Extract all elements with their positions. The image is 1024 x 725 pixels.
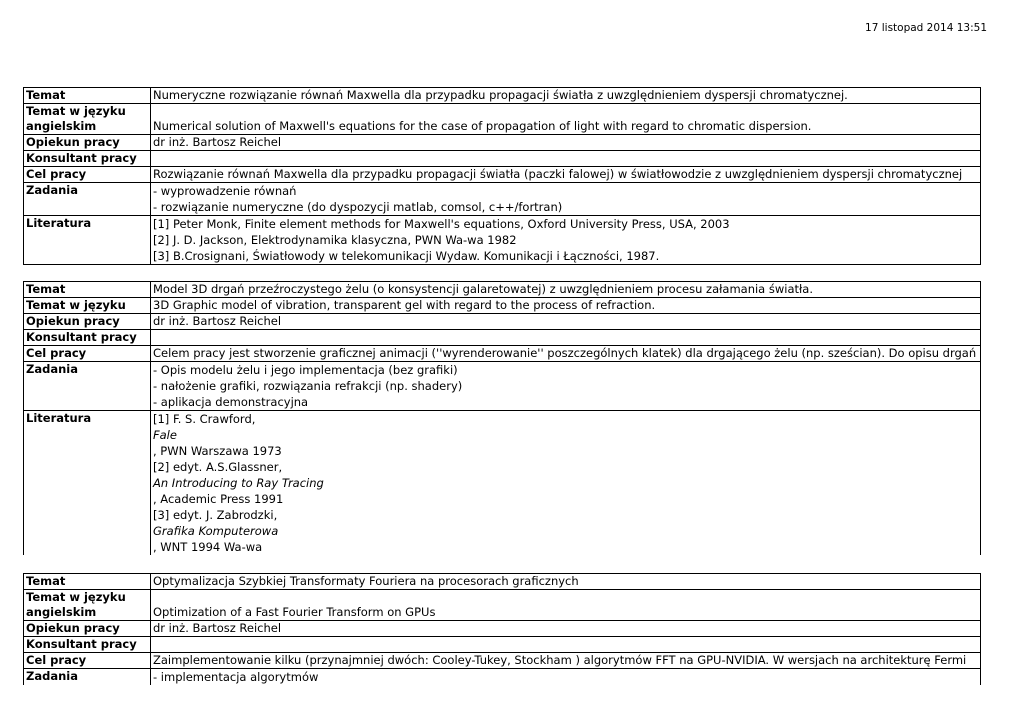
literature-line: [1] Peter Monk, Finite element methods for Maxwell's equations, Oxford University Press, USA, 2003 xyxy=(153,217,730,231)
row-label-consultant: Konsultant pracy xyxy=(24,330,151,346)
row-label-topic: Temat xyxy=(24,574,151,590)
row-label-tasks: Zadania xyxy=(24,183,151,216)
supervisor-value: dr inż. Bartosz Reichel xyxy=(151,621,981,637)
row-label-supervisor: Opiekun pracy xyxy=(24,314,151,330)
record-row xyxy=(24,183,981,216)
record-row xyxy=(24,653,981,669)
consultant-value xyxy=(151,637,981,653)
record-row xyxy=(24,621,981,637)
consultant-value xyxy=(151,151,981,167)
row-label-supervisor: Opiekun pracy xyxy=(24,621,151,637)
record-row xyxy=(24,669,981,686)
topic-value: Optymalizacja Szybkiej Transformaty Fouriera na procesorach graficznych xyxy=(151,574,981,590)
row-label-tasks: Zadania xyxy=(24,362,151,411)
row-label-literature: Literatura xyxy=(24,411,151,556)
task-line: - Opis modelu żelu i jego implementacja (bez grafiki) xyxy=(153,363,458,377)
task-line: - wyprowadzenie równań xyxy=(153,184,297,198)
task-line: - nałożenie grafiki, rozwiązania refrakcji (np. shadery) xyxy=(153,379,463,393)
row-label-literature: Literatura xyxy=(24,216,151,265)
goal-value: Zaimplementowanie kilku (przynajmniej dwóch: Cooley-Tukey, Stockham ) algorytmów FFT na GPU-NVIDIA. W wersjach na architekturę Fermi xyxy=(151,653,981,669)
row-label-supervisor: Opiekun pracy xyxy=(24,135,151,151)
literature-title-line: Grafika Komputerowa xyxy=(153,524,279,538)
literature-line: [3] edyt. J. Zabrodzki, xyxy=(153,508,278,522)
print-timestamp: 17 listopad 2014 13:51 xyxy=(865,22,987,34)
literature-line: , Academic Press 1991 xyxy=(153,492,284,506)
row-label-topic-english: Temat w języku xyxy=(24,298,151,314)
topic-english-value: Numerical solution of Maxwell's equations for the case of propagation of light with regard to chromatic dispersion. xyxy=(151,104,981,135)
record-row xyxy=(24,314,981,330)
literature-line: , WNT 1994 Wa-wa xyxy=(153,540,263,554)
row-label-tasks: Zadania xyxy=(24,669,151,686)
task-line: - rozwiązanie numeryczne (do dyspozycji matlab, comsol, c++/fortran) xyxy=(153,200,563,214)
literature-line: [1] F. S. Crawford, xyxy=(153,412,256,426)
record-row xyxy=(24,104,981,135)
literature-line: [3] B.Crosignani, Światłowody w telekomunikacji Wydaw. Komunikacji i Łączności, 1987. xyxy=(153,249,660,263)
topic-value: Model 3D drgań przeźroczystego żelu (o konsystencji galaretowatej) z uwzględnieniem procesu załamania światła. xyxy=(151,282,981,298)
row-label-topic-english: Temat w języku angielskim xyxy=(24,104,151,135)
record-row xyxy=(24,590,981,621)
record-row xyxy=(24,346,981,362)
record-row xyxy=(24,282,981,298)
row-label-goal: Cel pracy xyxy=(24,346,151,362)
task-line: - implementacja algorytmów xyxy=(153,670,319,684)
tasks-value xyxy=(151,669,981,686)
row-label-topic-english: Temat w języku angielskim xyxy=(24,590,151,621)
thesis-record xyxy=(23,281,981,555)
thesis-record xyxy=(23,87,981,265)
record-row xyxy=(24,216,981,265)
record-row xyxy=(24,151,981,167)
record-row xyxy=(24,298,981,314)
topic-value: Numeryczne rozwiązanie równań Maxwella dla przypadku propagacji światła z uwzględnieniem dyspersji chromatycznej. xyxy=(151,88,981,104)
record-row xyxy=(24,574,981,590)
row-label-consultant: Konsultant pracy xyxy=(24,637,151,653)
record-row xyxy=(24,88,981,104)
supervisor-value: dr inż. Bartosz Reichel xyxy=(151,135,981,151)
row-label-topic: Temat xyxy=(24,282,151,298)
tasks-value xyxy=(151,362,981,411)
task-line: - aplikacja demonstracyjna xyxy=(153,395,309,409)
tasks-value xyxy=(151,183,981,216)
row-label-topic: Temat xyxy=(24,88,151,104)
literature-line: [2] J. D. Jackson, Elektrodynamika klasyczna, PWN Wa-wa 1982 xyxy=(153,233,517,247)
goal-value: Rozwiązanie równań Maxwella dla przypadku propagacji światła (paczki falowej) w światłowodzie z uwzględnieniem dyspersji chromatycznej xyxy=(151,167,981,183)
row-label-goal: Cel pracy xyxy=(24,653,151,669)
supervisor-value: dr inż. Bartosz Reichel xyxy=(151,314,981,330)
record-row xyxy=(24,135,981,151)
record-row xyxy=(24,411,981,556)
record-row xyxy=(24,362,981,411)
literature-value xyxy=(151,216,981,265)
row-label-goal: Cel pracy xyxy=(24,167,151,183)
consultant-value xyxy=(151,330,981,346)
literature-value xyxy=(151,411,981,556)
literature-title-line: An Introducing to Ray Tracing xyxy=(153,476,324,490)
literature-title-line: Fale xyxy=(153,428,177,442)
goal-value: Celem pracy jest stworzenie graficznej animacji (''wyrenderowanie'' poszczególnych klatek) dla drgającego żelu (np. sześcian). Do opisu drgań xyxy=(151,346,981,362)
row-label-consultant: Konsultant pracy xyxy=(24,151,151,167)
thesis-record xyxy=(23,573,981,685)
record-row xyxy=(24,637,981,653)
record-row xyxy=(24,167,981,183)
topic-english-value: Optimization of a Fast Fourier Transform on GPUs xyxy=(151,590,981,621)
record-row xyxy=(24,330,981,346)
literature-line: , PWN Warszawa 1973 xyxy=(153,444,282,458)
topic-english-value: 3D Graphic model of vibration, transparent gel with regard to the process of refraction. xyxy=(151,298,981,314)
literature-line: [2] edyt. A.S.Glassner, xyxy=(153,460,283,474)
